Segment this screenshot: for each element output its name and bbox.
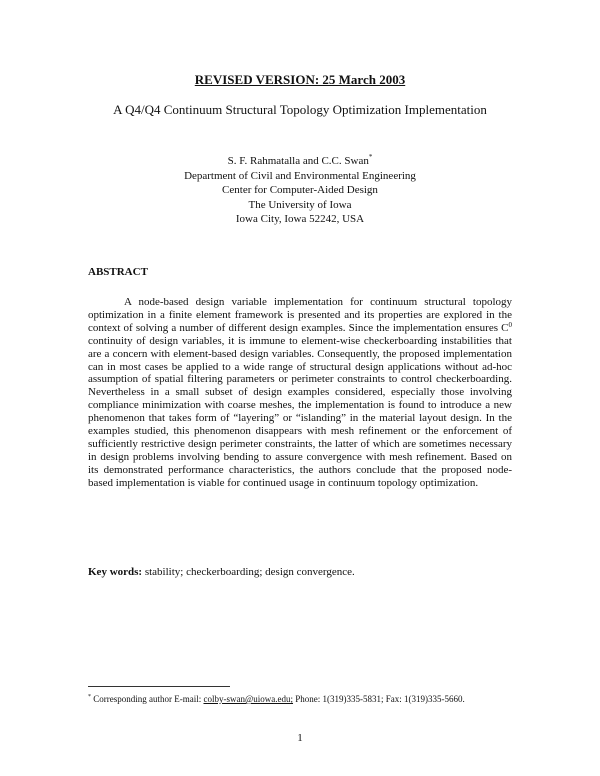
footnote-contact: Phone: 1(319)335-5831; Fax: 1(319)335-5660. xyxy=(293,694,465,704)
keywords-label: Key words: xyxy=(88,566,143,578)
abstract-text-part2: continuity of design variables, it is immune to element-wise checkerboarding instabilities that are a concern with element-based design variables. Consequently, the proposed implementation can in most cases be applied to a wide range of structural design applications without ad-hoc assumption of spatial filtering parameters or perimeter constraints to control checkerboarding. Nevertheless in a small subset of design examples considered, especially those involving compliance minimization with coarse meshes, the implementation is found to introduce a new phenomenon that takes form of “layering” or “islanding” in the material layout design. In the examples studied, this phenomenon disappears with mesh refinement or the enforcement of sufficiently restrictive design perimeter constraints, the latter of which are sometimes necessary in design problems involving bending to assure convergence with mesh refinement. Based on its demonstrated performance characteristics, the authors conclude that the proposed node-based implementation is viable for continued usage in continuum topology optimization. xyxy=(88,334,512,489)
paper-title: A Q4/Q4 Continuum Structural Topology Optimization Implementation xyxy=(113,102,487,117)
author-block xyxy=(0,154,600,227)
abstract-superscript: 0 xyxy=(508,320,512,329)
abstract-heading: ABSTRACT xyxy=(88,266,148,278)
author-names-text: S. F. Rahmatalla and C.C. Swan xyxy=(227,155,369,167)
footnote-rule xyxy=(88,686,230,687)
revised-version-heading: REVISED VERSION: 25 March 2003 xyxy=(194,72,406,87)
abstract-text-part1: A node-based design variable implementation for continuum structural topology optimization in a finite element framework is presented and its properties are explored in the context of solving a number of different design examples. Since the implementation ensures C xyxy=(88,296,512,334)
affiliation-address: Iowa City, Iowa 52242, USA xyxy=(235,213,365,226)
footnote-prefix: Corresponding author E-mail: xyxy=(91,694,204,704)
footnote-email-link[interactable]: colby-swan@uiowa.edu; xyxy=(203,694,294,704)
keywords-line xyxy=(88,566,355,578)
affiliation-center: Center for Computer-Aided Design xyxy=(222,184,378,197)
author-footnote-mark: * xyxy=(368,153,373,161)
author-names xyxy=(0,154,600,169)
footnote-mark: * xyxy=(88,694,91,700)
keywords-text: stability; checkerboarding; design convergence. xyxy=(142,566,355,578)
affiliation-university: The University of Iowa xyxy=(248,198,352,211)
page-number: 1 xyxy=(297,732,303,744)
footnote xyxy=(88,694,465,704)
abstract-body xyxy=(88,296,512,490)
affiliation-department: Department of Civil and Environmental Engineering xyxy=(184,169,416,182)
